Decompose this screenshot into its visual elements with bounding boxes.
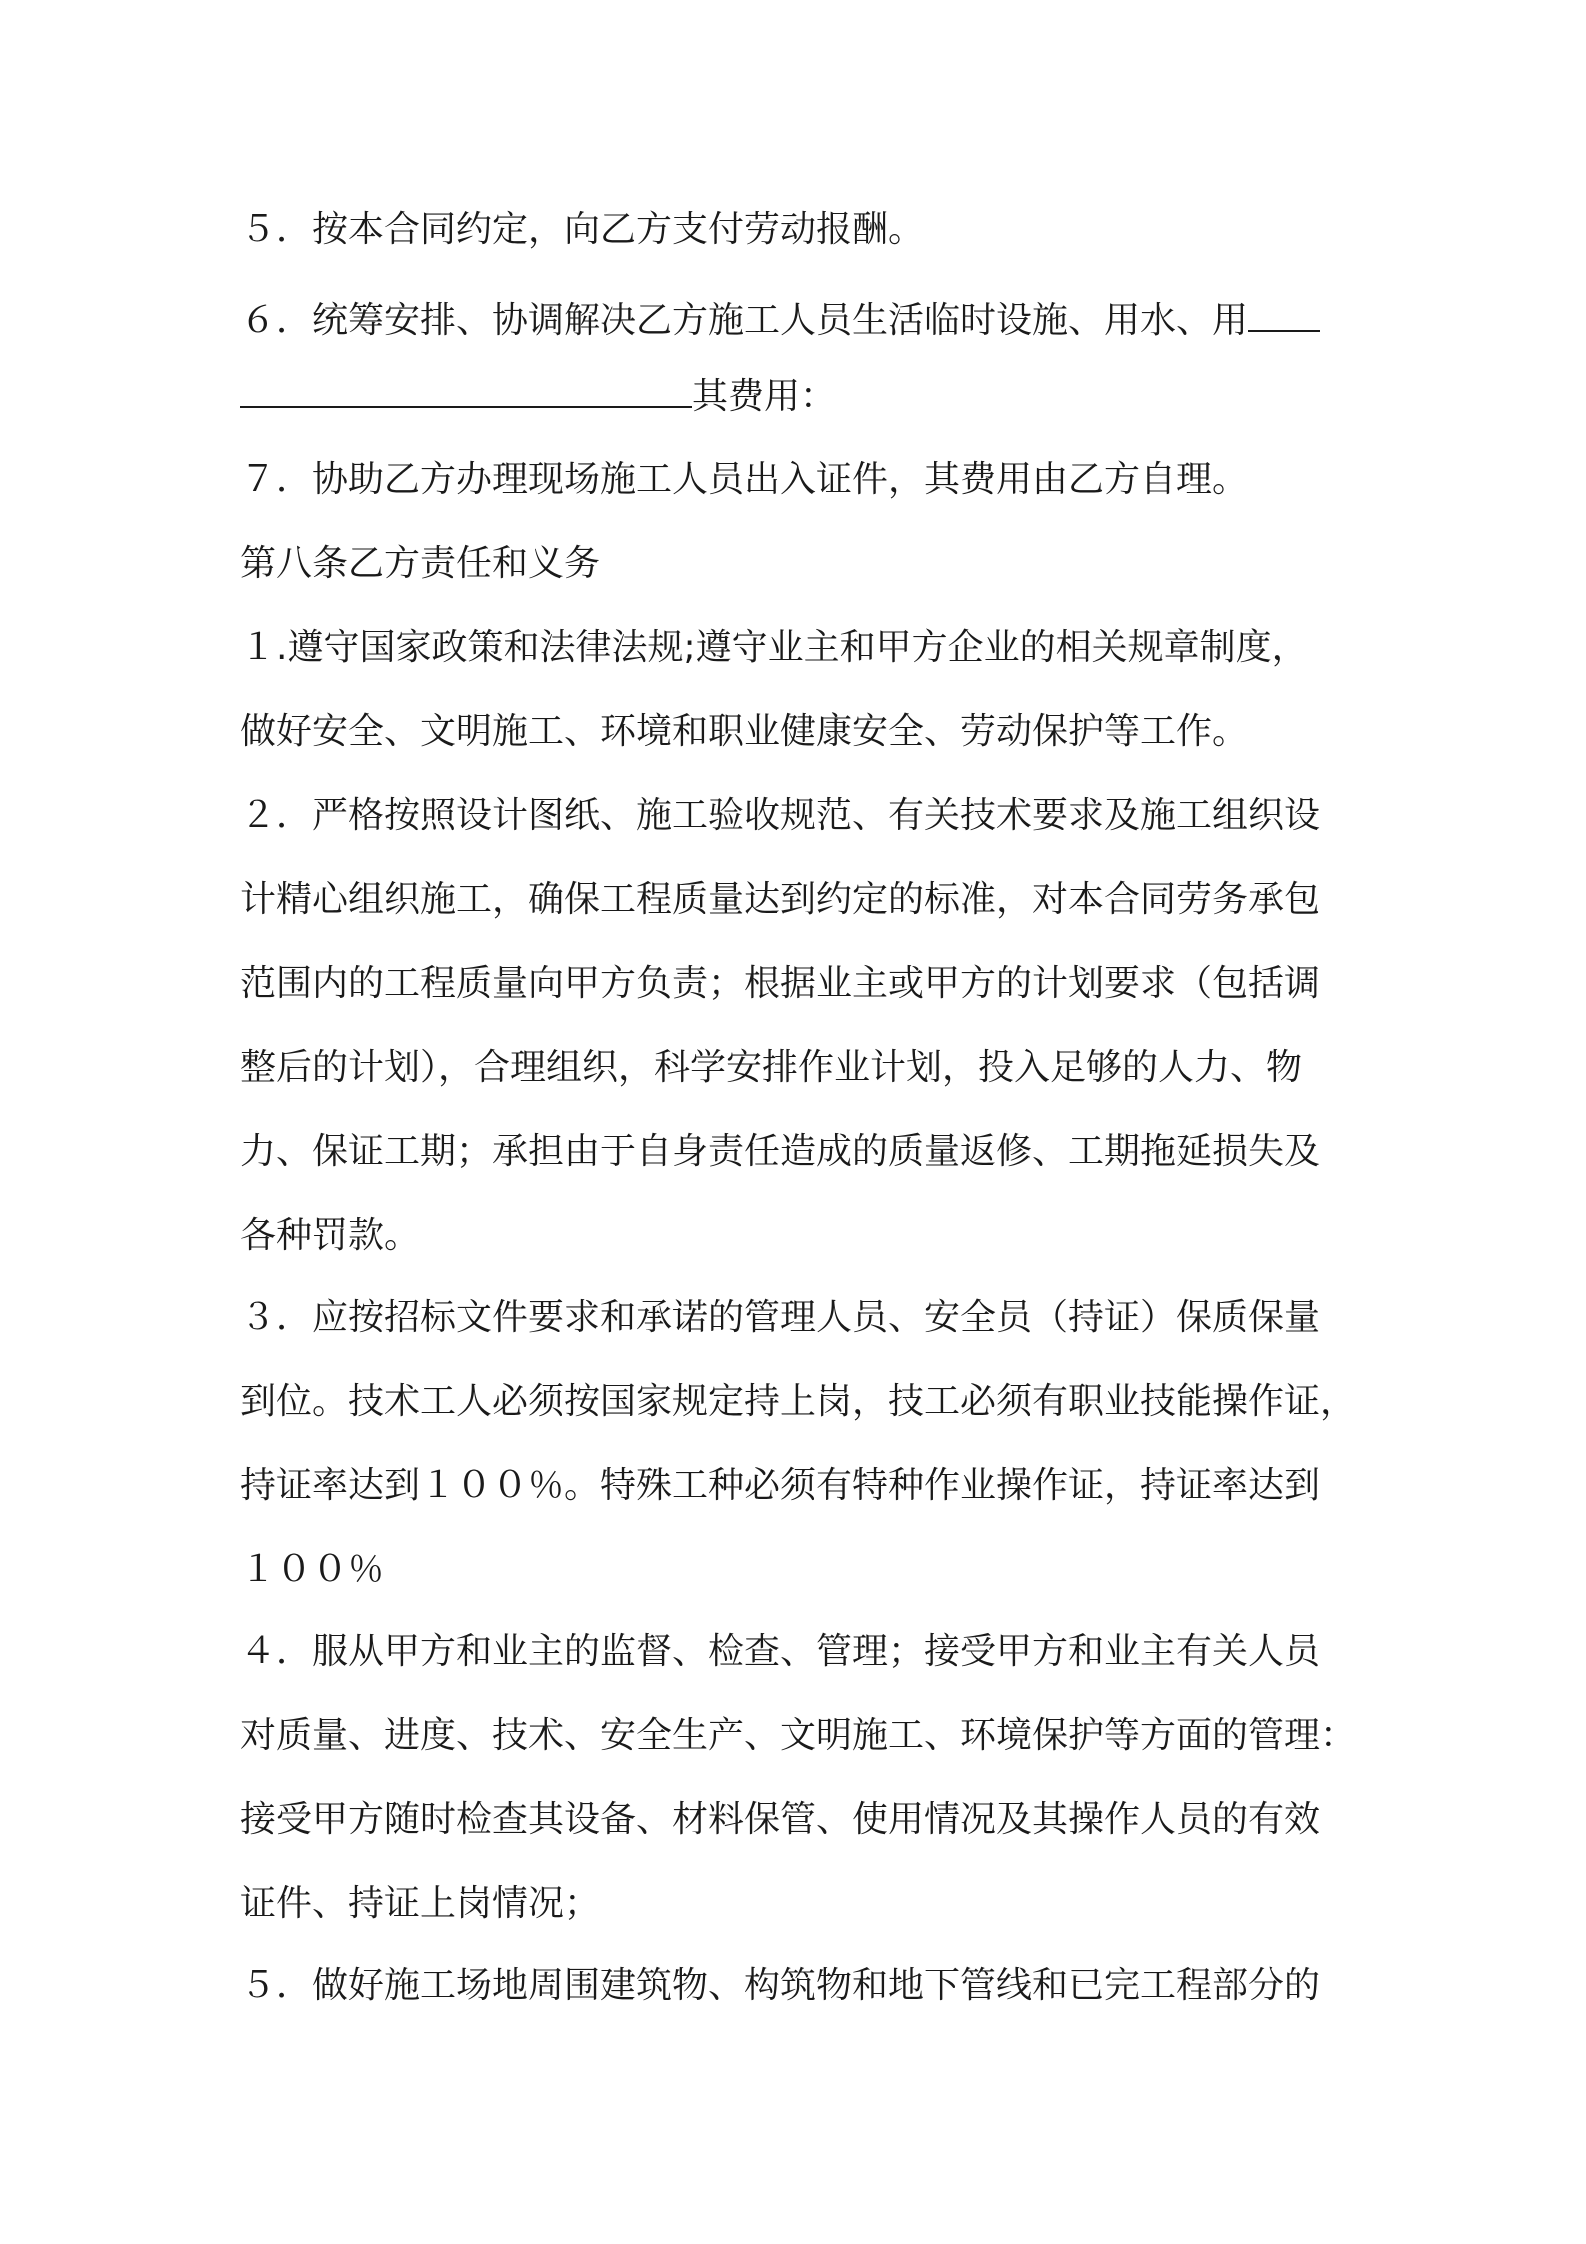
clause-6-continuation [240, 372, 1360, 421]
clause-2-continuation: 范围内的工程质量向甲方负责；根据业主或甲方的计划要求（包括调 [240, 963, 1321, 1004]
clause-5-employer: ５．按本合同约定，向乙方支付劳动报酬。 [240, 209, 925, 250]
clause-6-text: ６．统筹安排、协调解决乙方施工人员生活临时设施、用水、用 [240, 300, 1249, 341]
clause-1-continuation: 做好安全、文明施工、环境和职业健康安全、劳动保护等工作。 [240, 711, 1249, 752]
clause-6-cost-text: 其费用： [692, 376, 837, 417]
clause-7-employer: ７．协助乙方办理现场施工人员出入证件，其费用由乙方自理。 [240, 459, 1249, 500]
clause-3-continuation: １００％ [240, 1549, 385, 1590]
clause-4-continuation: 对质量、进度、技术、安全生产、文明施工、环境保护等方面的管理： [240, 1715, 1357, 1756]
clause-3-continuation: 持证率达到１００％。特殊工种必须有特种作业操作证，持证率达到 [240, 1465, 1321, 1506]
clause-2-continuation: 各种罚款。 [240, 1215, 421, 1256]
clause-6-employer [240, 296, 1360, 345]
clause-3-continuation: 到位。技术工人必须按国家规定持上岗，技工必须有职业技能操作证， [240, 1381, 1357, 1422]
fill-in-blank [1248, 296, 1320, 332]
clause-2-continuation: 计精心组织施工，确保工程质量达到约定的标准，对本合同劳务承包 [240, 879, 1321, 920]
clause-4-contractor: ４．服从甲方和业主的监督、检查、管理；接受甲方和业主有关人员 [240, 1631, 1321, 1672]
clause-4-continuation: 证件、持证上岗情况； [240, 1883, 601, 1924]
clause-1-contractor: １.遵守国家政策和法律法规;遵守业主和甲方企业的相关规章制度， [240, 627, 1308, 668]
clause-2-contractor: ２．严格按照设计图纸、施工验收规范、有关技术要求及施工组织设 [240, 795, 1321, 836]
clause-2-continuation: 力、保证工期；承担由于自身责任造成的质量返修、工期拖延损失及 [240, 1131, 1321, 1172]
clause-2-continuation: 整后的计划），合理组织，科学安排作业计划，投入足够的人力、物 [240, 1047, 1303, 1088]
fill-in-blank [240, 372, 692, 408]
clause-5-contractor: ５．做好施工场地周围建筑物、构筑物和地下管线和已完工程部分的 [240, 1965, 1321, 2006]
clause-3-contractor: ３．应按招标文件要求和承诺的管理人员、安全员（持证）保质保量 [240, 1297, 1321, 1338]
clause-4-continuation: 接受甲方随时检查其设备、材料保管、使用情况及其操作人员的有效 [240, 1799, 1321, 1840]
article-8-heading: 第八条乙方责任和义务 [240, 543, 601, 584]
